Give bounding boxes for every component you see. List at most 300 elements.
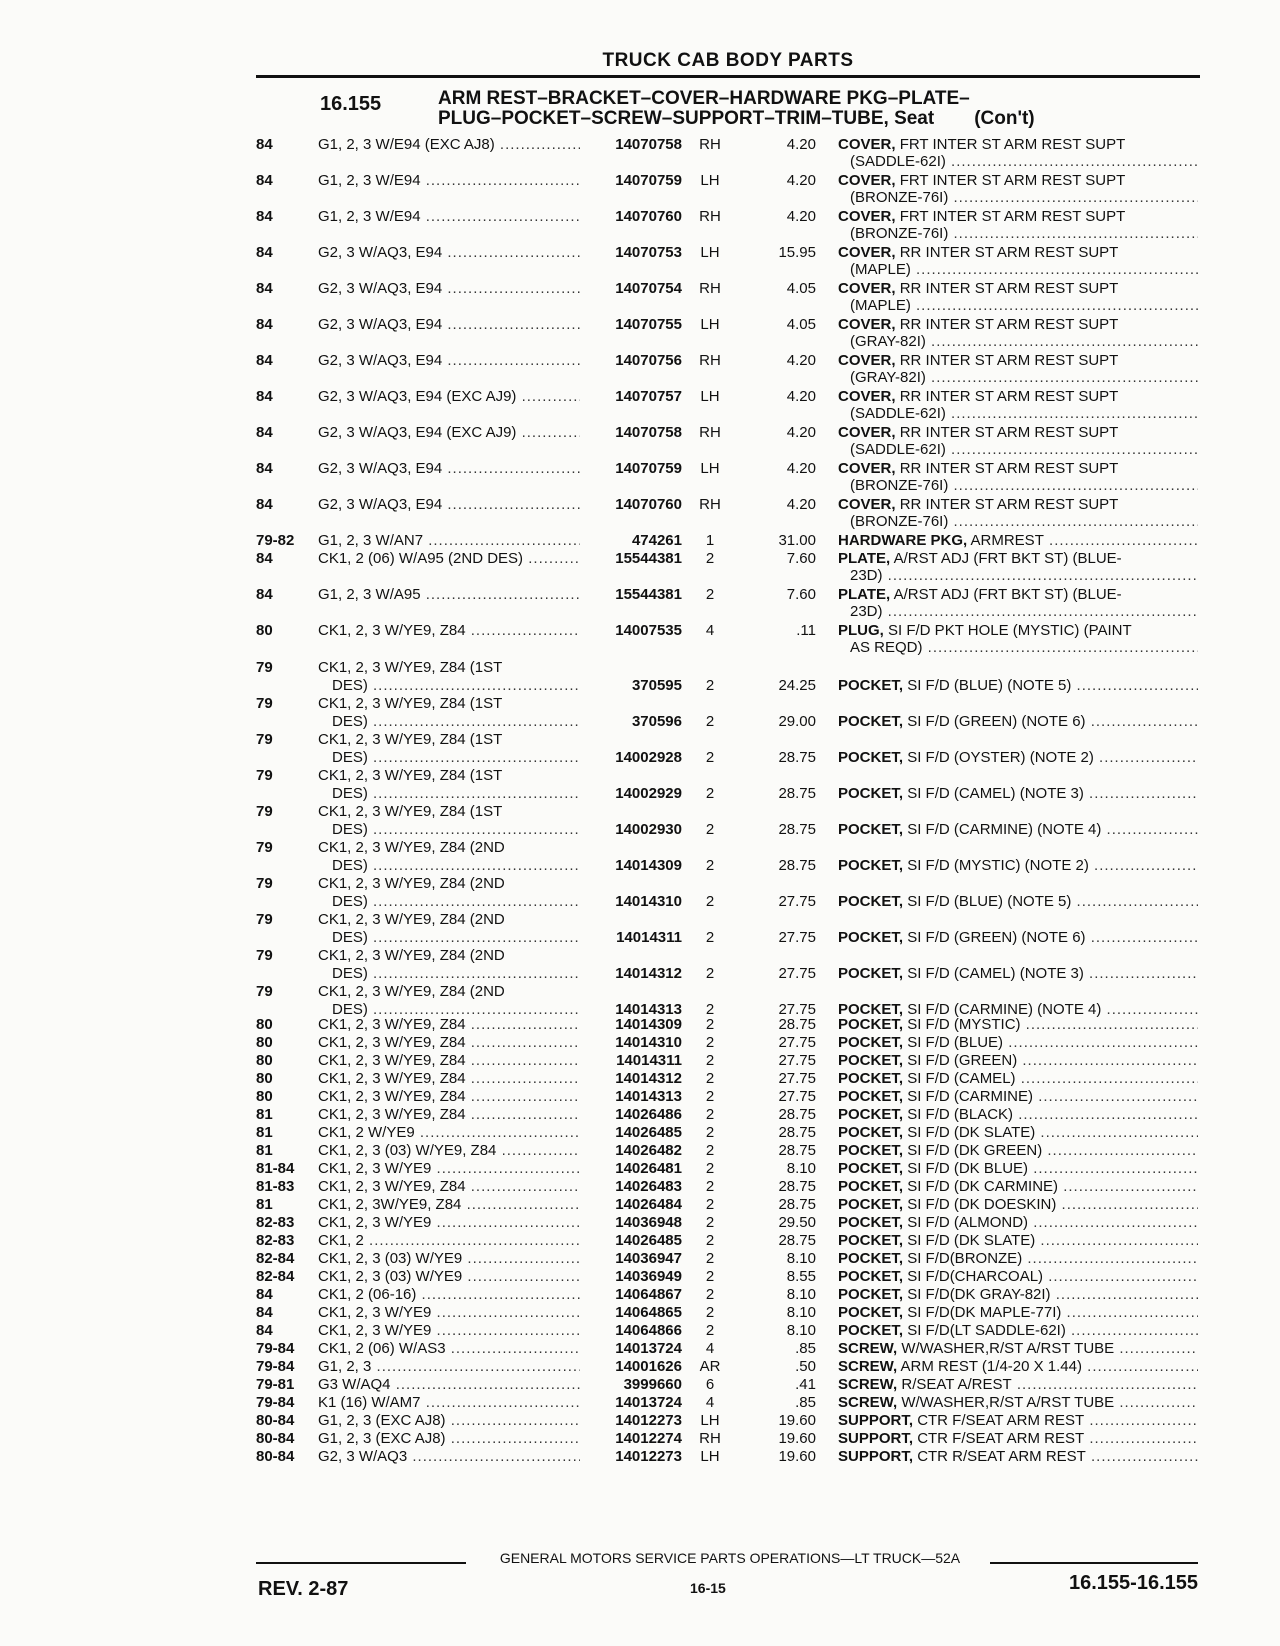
part-description: SI F/D (CARMINE) [907,1088,1034,1105]
description-continued: (BRONZE-76I) ..... [850,189,1198,206]
part-name: SCREW, [838,1394,898,1411]
section-number: 16.155 [320,93,382,115]
price: 28.75 [778,1232,816,1249]
page-header: TRUCK CAB BODY PARTS [602,50,854,71]
usage: G1, 2, 3 W/E94 ..... [318,208,580,225]
part-name: SUPPORT, [838,1430,914,1447]
quantity: 2 [705,1196,715,1213]
part-description: SI F/D (CAMEL) (NOTE 3) [907,965,1084,982]
figure-number: 80 [256,1070,273,1087]
part-number: 14014310 [615,893,682,910]
quantity: 2 [705,749,715,766]
quantity: 2 [705,1268,715,1285]
description-continued: (MAPLE) ..... [850,261,1198,278]
figure-number: 82-83 [256,1232,295,1249]
part-description: SI F/D(CHARCOAL) [907,1268,1044,1285]
price: 4.20 [786,136,816,153]
part-description: SI F/D (OYSTER) (NOTE 2) [907,749,1094,766]
part-description: ARMREST [970,532,1044,549]
part-description: SI F/D (CARMINE) (NOTE 4) [907,821,1102,838]
usage: CK1, 2, 3 W/YE9, Z84 (2ND [318,875,505,892]
part-name: POCKET, [838,857,904,874]
part-description: SI F/D (CAMEL) [907,1070,1016,1087]
part-number: 14014309 [615,857,682,874]
price: .50 [795,1358,816,1375]
figure-number: 81 [256,1196,273,1213]
figure-number: 79 [256,803,273,820]
figure-number: 84 [256,352,273,369]
footer-publisher: GENERAL MOTORS SERVICE PARTS OPERATIONS—LT TRUCK—52A [499,1550,961,1566]
description-continued: (SADDLE-62I) ..... [850,153,1198,170]
description [838,1142,1198,1159]
description-continued: (BRONZE-76I) ..... [850,513,1198,530]
usage: CK1, 2, 3 (03) W/YE9 ..... [318,1250,580,1267]
price: 27.75 [778,1088,816,1105]
part-description: FRT INTER ST ARM REST SUPT [899,136,1126,153]
part-number: 14026486 [615,1106,682,1123]
description [838,857,1198,874]
part-name: COVER, [838,424,896,441]
usage: CK1, 2, 3W/YE9, Z84 ..... [318,1196,580,1213]
figure-number: 81 [256,1124,273,1141]
part-name: COVER, [838,316,896,333]
part-description: SI F/D (BLUE) (NOTE 5) [907,677,1072,694]
figure-number: 81 [256,1142,273,1159]
quantity: 2 [705,1034,715,1051]
figure-number: 84 [256,136,273,153]
quantity: 2 [705,1214,715,1231]
part-description: RR INTER ST ARM REST SUPT [899,424,1119,441]
description [838,586,1198,603]
quantity: 2 [705,857,715,874]
figure-number: 79 [256,947,273,964]
part-description: RR INTER ST ARM REST SUPT [899,388,1119,405]
quantity: 2 [705,785,715,802]
figure-number: 82-84 [256,1268,295,1285]
part-name: POCKET, [838,1034,904,1051]
description-continued: (BRONZE-76I) ..... [850,225,1198,242]
figure-number: 84 [256,460,273,477]
usage: CK1, 2, 3 W/YE9, Z84 (2ND [318,911,505,928]
part-number: 15544381 [615,586,682,603]
part-number: 14036949 [615,1268,682,1285]
part-name: POCKET, [838,1088,904,1105]
description [838,1214,1198,1231]
part-name: COVER, [838,136,896,153]
part-name: COVER, [838,208,896,225]
price: 7.60 [786,550,816,567]
price: 19.60 [778,1448,816,1465]
description [838,388,1198,405]
quantity: 2 [705,1001,715,1018]
part-name: POCKET, [838,749,904,766]
price: 27.75 [778,1052,816,1069]
part-number: 14012274 [615,1430,682,1447]
description [838,1052,1198,1069]
quantity: 2 [705,1286,715,1303]
part-name: POCKET, [838,893,904,910]
footer-section-range: 16.155-16.155 [1068,1572,1198,1594]
price: 4.20 [786,352,816,369]
quantity: 2 [705,821,715,838]
price: 28.75 [778,1196,816,1213]
quantity: 1 [705,532,715,549]
part-number: 3999660 [623,1376,682,1393]
description [838,1286,1198,1303]
figure-number: 84 [256,550,273,567]
price: 8.10 [786,1160,816,1177]
part-number: 14070753 [615,244,682,261]
price: 29.00 [778,713,816,730]
price: 7.60 [786,586,816,603]
price: 4.05 [786,316,816,333]
part-name: COVER, [838,388,896,405]
usage: CK1, 2, 3 W/YE9 ..... [318,1214,580,1231]
price: .85 [795,1394,816,1411]
footer-revision: REV. 2-87 [258,1578,349,1600]
part-number: 14026481 [615,1160,682,1177]
price: 28.75 [778,1178,816,1195]
part-description: FRT INTER ST ARM REST SUPT [899,172,1126,189]
part-number: 14014313 [615,1088,682,1105]
part-name: POCKET, [838,1124,904,1141]
part-name: POCKET, [838,1304,904,1321]
part-name: POCKET, [838,1268,904,1285]
part-number: 14070755 [615,316,682,333]
part-number: 14014310 [615,1034,682,1051]
usage-continued: DES) ..... [332,893,580,910]
part-description: W/WASHER,R/ST A/RST TUBE [901,1394,1115,1411]
part-number: 14070758 [615,424,682,441]
description-continued: (MAPLE) ..... [850,297,1198,314]
figure-number: 80-84 [256,1448,295,1465]
usage-continued: DES) ..... [332,965,580,982]
figure-number: 79-84 [256,1340,295,1357]
footer-rule-left [256,1562,466,1564]
part-number: 14070757 [615,388,682,405]
part-description: SI F/D (MYSTIC) [907,1016,1021,1033]
figure-number: 84 [256,1286,273,1303]
part-name: POCKET, [838,1196,904,1213]
figure-number: 84 [256,280,273,297]
part-description: SI F/D(BRONZE) [907,1250,1023,1267]
part-name: COVER, [838,280,896,297]
usage: CK1, 2, 3 (03) W/YE9, Z84 ..... [318,1142,580,1159]
usage-continued: DES) ..... [332,1001,580,1018]
price: 27.75 [778,929,816,946]
part-description: SI F/D (GREEN) (NOTE 6) [907,929,1086,946]
description [838,749,1198,766]
quantity: RH [699,496,721,513]
figure-number: 81 [256,1106,273,1123]
description [838,1322,1198,1339]
description [838,1124,1198,1141]
quantity: AR [699,1358,721,1375]
part-name: COVER, [838,172,896,189]
description-continued: (SADDLE-62I) ..... [850,405,1198,422]
quantity: 6 [705,1376,715,1393]
usage-continued: DES) ..... [332,785,580,802]
part-name: POCKET, [838,1070,904,1087]
part-description: A/RST ADJ (FRT BKT ST) (BLUE- [893,550,1122,567]
price: 4.05 [786,280,816,297]
part-number: 14012273 [615,1448,682,1465]
usage: CK1, 2, 3 W/YE9, Z84 ..... [318,1088,580,1105]
part-number: 474261 [631,532,682,549]
figure-number: 80-84 [256,1430,295,1447]
description-continued: (GRAY-82I) ..... [850,369,1198,386]
part-number: 370596 [631,713,682,730]
description [838,677,1198,694]
part-description: CTR R/SEAT ARM REST [917,1448,1086,1465]
usage: CK1, 2, 3 W/YE9, Z84 (1ST [318,731,503,748]
price: 4.20 [786,388,816,405]
part-number: 14036948 [615,1214,682,1231]
part-name: POCKET, [838,965,904,982]
figure-number: 81-84 [256,1160,295,1177]
usage: CK1, 2 (06) W/A95 (2ND DES) ..... [318,550,580,567]
description [838,821,1198,838]
part-description: SI F/D(DK GRAY-82I) [907,1286,1051,1303]
part-description: ARM REST (1/4-20 X 1.44) [900,1358,1082,1375]
figure-number: 84 [256,388,273,405]
part-description: SI F/D (BLUE) [907,1034,1004,1051]
price: .11 [796,622,816,639]
figure-number: 84 [256,496,273,513]
usage: CK1, 2, 3 W/YE9, Z84 ..... [318,1106,580,1123]
description-continued: (SADDLE-62I) ..... [850,441,1198,458]
part-number: 370595 [631,677,682,694]
quantity: LH [700,1448,720,1465]
part-description: CTR F/SEAT ARM REST [917,1412,1085,1429]
usage: CK1, 2, 3 W/YE9, Z84 ..... [318,622,580,639]
quantity: 2 [705,1106,715,1123]
usage: G3 W/AQ4 ..... [318,1376,580,1393]
usage: CK1, 2, 3 W/YE9, Z84 ..... [318,1052,580,1069]
section-continued: (Con't) [974,108,1035,129]
part-description: SI F/D (GREEN) (NOTE 6) [907,713,1086,730]
usage: CK1, 2, 3 W/YE9 ..... [318,1304,580,1321]
quantity: 2 [705,1052,715,1069]
figure-number: 79-84 [256,1358,295,1375]
part-description: SI F/D (CAMEL) (NOTE 3) [907,785,1084,802]
description-continued: (BRONZE-76I) ..... [850,477,1198,494]
part-number: 14026482 [615,1142,682,1159]
part-description: SI F/D (MYSTIC) (NOTE 2) [907,857,1089,874]
usage: CK1, 2, 3 (03) W/YE9 ..... [318,1268,580,1285]
description [838,550,1198,567]
part-name: POCKET, [838,677,904,694]
description [838,965,1198,982]
price: 27.75 [778,1034,816,1051]
description [838,1034,1198,1051]
part-description: RR INTER ST ARM REST SUPT [899,244,1119,261]
part-number: 14014311 [616,1052,682,1069]
price: 24.25 [778,677,816,694]
figure-number: 80-84 [256,1412,295,1429]
description [838,1106,1198,1123]
part-number: 14070759 [615,460,682,477]
part-name: POCKET, [838,1052,904,1069]
quantity: LH [700,460,720,477]
part-description: CTR F/SEAT ARM REST [917,1430,1085,1447]
part-number: 14026483 [615,1178,682,1195]
description [838,1196,1198,1213]
price: 4.20 [786,496,816,513]
price: 28.75 [778,1016,816,1033]
usage: G1, 2, 3 W/AN7 ..... [318,532,580,549]
part-number: 14014312 [615,965,682,982]
part-name: COVER, [838,496,896,513]
quantity: RH [699,136,721,153]
price: 4.20 [786,460,816,477]
part-number: 15544381 [615,550,682,567]
part-name: PLATE, [838,586,891,603]
part-name: COVER, [838,460,896,477]
usage-continued: DES) ..... [332,857,580,874]
quantity: 4 [705,1394,715,1411]
part-name: POCKET, [838,1178,904,1195]
description [838,1160,1198,1177]
quantity: LH [700,172,720,189]
part-name: POCKET, [838,785,904,802]
part-number: 14013724 [615,1340,682,1357]
description-continued: (GRAY-82I) ..... [850,333,1198,350]
quantity: RH [699,352,721,369]
price: .41 [795,1376,816,1393]
part-name: POCKET, [838,1214,904,1231]
section-title-line2: PLUG–POCKET–SCREW–SUPPORT–TRIM–TUBE, Seat [438,108,935,129]
usage: CK1, 2, 3 W/YE9 ..... [318,1322,580,1339]
usage: CK1, 2, 3 W/YE9, Z84 (1ST [318,767,503,784]
price: 29.50 [778,1214,816,1231]
part-number: 14070756 [615,352,682,369]
part-description: RR INTER ST ARM REST SUPT [899,460,1119,477]
usage: G2, 3 W/AQ3 ..... [318,1448,580,1465]
part-number: 14002929 [615,785,682,802]
figure-number: 79 [256,839,273,856]
quantity: 2 [705,929,715,946]
part-description: SI F/D (DK SLATE) [907,1124,1036,1141]
description [838,280,1198,297]
price: 28.75 [778,857,816,874]
part-number: 14001626 [615,1358,682,1375]
description-continued: 23D) ..... [850,567,1198,584]
part-number: 14070754 [615,280,682,297]
quantity: 2 [705,893,715,910]
description [838,1232,1198,1249]
price: 31.00 [778,532,816,549]
quantity: 2 [705,586,715,603]
price: 28.75 [778,821,816,838]
usage-continued: DES) ..... [332,821,580,838]
part-description: SI F/D (BLACK) [907,1106,1014,1123]
description [838,532,1198,549]
part-number: 14070759 [615,172,682,189]
price: 19.60 [778,1412,816,1429]
figure-number: 84 [256,586,273,603]
footer-rule-right [990,1562,1198,1564]
usage: CK1, 2, 3 W/YE9, Z84 (2ND [318,983,505,1000]
figure-number: 79-81 [256,1376,295,1393]
part-name: SCREW, [838,1376,898,1393]
quantity: 2 [705,1070,715,1087]
usage: G2, 3 W/AQ3, E94 (EXC AJ9) ..... [318,388,580,405]
part-number: 14064865 [615,1304,682,1321]
part-name: SCREW, [838,1358,898,1375]
description [838,352,1198,369]
description [838,1412,1198,1429]
usage: G2, 3 W/AQ3, E94 ..... [318,244,580,261]
quantity: 2 [705,1232,715,1249]
quantity: 4 [705,622,715,639]
description [838,622,1198,639]
part-number: 14014313 [615,1001,682,1018]
quantity: 2 [705,1160,715,1177]
part-name: SCREW, [838,1340,898,1357]
quantity: RH [699,1430,721,1447]
figure-number: 79 [256,731,273,748]
part-name: POCKET, [838,1016,904,1033]
price: 27.75 [778,1070,816,1087]
quantity: LH [700,388,720,405]
part-description: W/WASHER,R/ST A/RST TUBE [901,1340,1115,1357]
description [838,1340,1198,1357]
usage: G2, 3 W/AQ3, E94 ..... [318,460,580,477]
quantity: LH [700,1412,720,1429]
quantity: 2 [705,1250,715,1267]
figure-number: 79 [256,875,273,892]
part-number: 14013724 [615,1394,682,1411]
part-number: 14070758 [615,136,682,153]
part-description: FRT INTER ST ARM REST SUPT [899,208,1126,225]
usage: CK1, 2, 3 W/YE9, Z84 (2ND [318,947,505,964]
usage: CK1, 2, 3 W/YE9, Z84 ..... [318,1016,580,1033]
price: 8.10 [786,1286,816,1303]
figure-number: 79 [256,911,273,928]
quantity: 4 [705,1340,715,1357]
usage: CK1, 2, 3 W/YE9, Z84 (1ST [318,659,503,676]
figure-number: 80 [256,1052,273,1069]
part-name: HARDWARE PKG, [838,532,968,549]
part-number: 14026485 [615,1232,682,1249]
figure-number: 84 [256,316,273,333]
usage: CK1, 2, 3 W/YE9, Z84 (1ST [318,695,503,712]
price: 28.75 [778,749,816,766]
part-number: 14014311 [616,929,682,946]
description [838,785,1198,802]
usage: CK1, 2 (06) W/AS3 ..... [318,1340,580,1357]
price: 28.75 [778,1124,816,1141]
part-number: 14026484 [615,1196,682,1213]
description [838,1016,1198,1033]
description [838,208,1198,225]
quantity: LH [700,244,720,261]
usage: G1, 2, 3 ..... [318,1358,580,1375]
description [838,1376,1198,1393]
price: 28.75 [778,785,816,802]
part-number: 14012273 [615,1412,682,1429]
figure-number: 84 [256,208,273,225]
figure-number: 79-84 [256,1394,295,1411]
part-description: SI F/D (BLUE) (NOTE 5) [907,893,1072,910]
part-description: SI F/D (CARMINE) (NOTE 4) [907,1001,1102,1018]
figure-number: 80 [256,1016,273,1033]
figure-number: 84 [256,424,273,441]
figure-number: 80 [256,1088,273,1105]
part-name: POCKET, [838,1232,904,1249]
usage: CK1, 2 ..... [318,1232,580,1249]
